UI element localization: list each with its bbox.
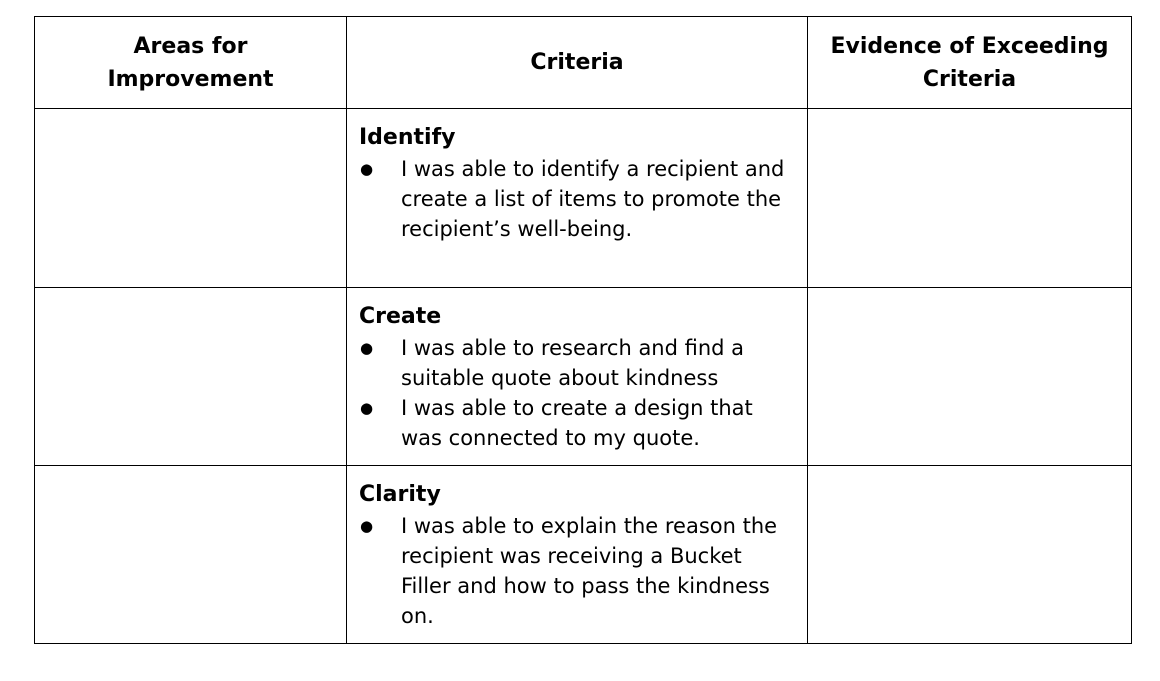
criteria-title: Clarity xyxy=(359,482,441,507)
criteria-item: ● I was able to identify a recipient and create a list of items to promote the recipient’s well-being. xyxy=(359,154,795,244)
criteria-cell xyxy=(347,109,808,288)
criteria-item: ● I was able to create a design that was connected to my quote. xyxy=(359,393,795,453)
criteria-title: Identify xyxy=(359,125,456,150)
header-areas-for-improvement: Areas for Improvement xyxy=(35,17,347,109)
table-row xyxy=(35,466,1132,644)
header-row xyxy=(35,17,1132,109)
criteria-list xyxy=(359,511,795,631)
criteria-cell xyxy=(347,466,808,644)
header-evidence: Evidence of Exceeding Criteria xyxy=(808,17,1132,109)
criteria-item: ● I was able to explain the reason the recipient was receiving a Bucket Filler and how to pass the kindness on. xyxy=(359,511,795,631)
criteria-list xyxy=(359,333,795,453)
criteria-cell xyxy=(347,288,808,466)
criteria-title: Create xyxy=(359,304,442,329)
table-row xyxy=(35,109,1132,288)
evidence-cell[interactable] xyxy=(808,109,1132,288)
evidence-cell[interactable] xyxy=(808,288,1132,466)
rubric-table xyxy=(34,16,1132,644)
header-criteria: Criteria xyxy=(347,17,808,109)
areas-cell[interactable] xyxy=(35,466,347,644)
criteria-list xyxy=(359,154,795,244)
criteria-item: ● I was able to research and find a suitable quote about kindness xyxy=(359,333,795,393)
areas-cell[interactable] xyxy=(35,109,347,288)
evidence-cell[interactable] xyxy=(808,466,1132,644)
areas-cell[interactable] xyxy=(35,288,347,466)
table-row xyxy=(35,288,1132,466)
